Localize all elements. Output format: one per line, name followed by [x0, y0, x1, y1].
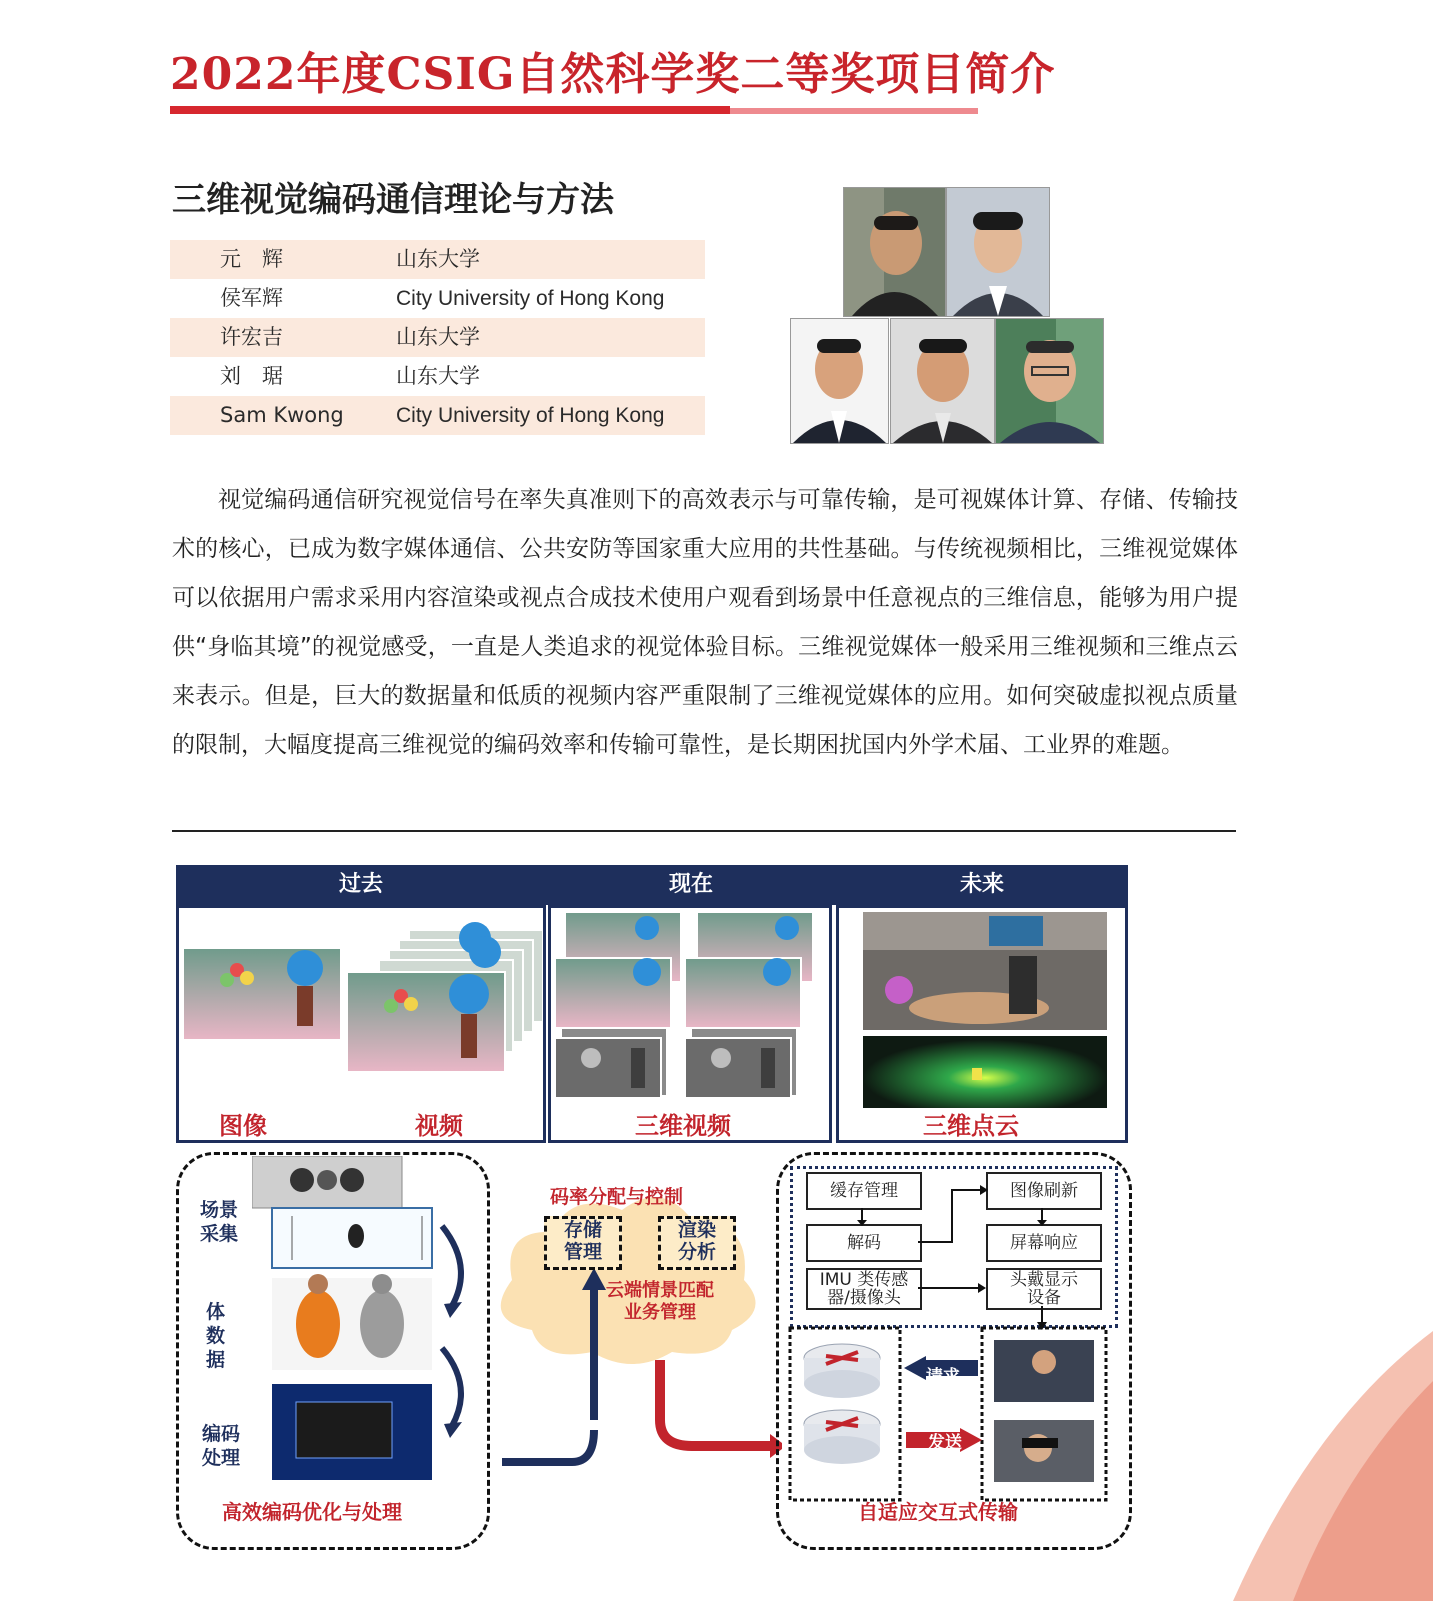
label-3d-pointcloud: 三维点云	[923, 1112, 1019, 1140]
node-image-refresh: 图像刷新	[986, 1172, 1102, 1210]
author-photo	[946, 187, 1050, 317]
cloud-title: 码率分配与控制	[550, 1186, 684, 1208]
project-title: 三维视觉编码通信理论与方法	[172, 180, 614, 220]
step-volumetric-data: 体 数 据	[206, 1301, 226, 1371]
cloud-subtitle: 云端情景匹配 业务管理	[606, 1280, 714, 1323]
author-name: 侯军辉	[220, 286, 283, 310]
author-name: Sam Kwong	[220, 403, 344, 427]
author-photo	[790, 318, 889, 444]
author-affiliation: City University of Hong Kong	[396, 404, 665, 427]
label-send: 发送	[928, 1433, 962, 1453]
author-affiliation: City University of Hong Kong	[396, 287, 665, 310]
figure-3d-coding	[172, 862, 1242, 1562]
page-title: 2022年度CSIG自然科学奖二等奖项目简介	[170, 49, 1056, 100]
author-row	[170, 279, 705, 318]
cloud-shape	[482, 1180, 782, 1480]
scene-image-thumbnails	[179, 908, 543, 1088]
node-decode: 解码	[806, 1224, 922, 1262]
author-affiliation: 山东大学	[396, 248, 480, 271]
label-request: 请求	[926, 1367, 960, 1387]
section-divider	[172, 830, 1236, 832]
title-underline-light	[730, 108, 978, 114]
author-photo	[995, 318, 1104, 444]
author-affiliation: 山东大学	[396, 326, 480, 349]
author-table	[170, 240, 705, 435]
author-affiliation: 山东大学	[396, 365, 480, 388]
panel-header-future: 未来	[836, 865, 1128, 905]
render-analysis-box: 渲染 分析	[658, 1216, 736, 1270]
node-screen-response: 屏幕响应	[986, 1224, 1102, 1262]
label-image: 图像	[219, 1112, 267, 1140]
panel-present	[548, 905, 832, 1143]
caption-efficient-coding: 高效编码优化与处理	[222, 1500, 402, 1524]
transmission-arrows	[776, 1152, 1126, 1512]
node-buffer-management: 缓存管理	[806, 1172, 922, 1210]
storage-management-box: 存储 管理	[544, 1216, 622, 1270]
author-name: 刘 琚	[220, 364, 283, 388]
author-row	[170, 357, 705, 396]
vr-pointcloud-thumbnails	[839, 908, 1125, 1108]
author-row	[170, 396, 705, 435]
panel-header-present: 现在	[546, 865, 836, 905]
multiview-depth-thumbnails	[551, 908, 829, 1098]
coding-pipeline-illustrations	[252, 1156, 482, 1486]
title-underline	[170, 106, 730, 114]
author-photo	[843, 187, 946, 317]
author-name: 许宏吉	[220, 325, 283, 349]
label-video: 视频	[415, 1112, 463, 1140]
node-hmd: 头戴显示 设备	[986, 1268, 1102, 1310]
node-imu-sensor: IMU 类传感 器/摄像头	[806, 1268, 922, 1310]
body-paragraph: 视觉编码通信研究视觉信号在率失真准则下的高效表示与可靠传输，是可视媒体计算、存储、传输技术的核心，已成为数字媒体通信、公共安防等国家重大应用的共性基础。与传统视频相比，三维视觉媒体可以依据用户需求采用内容渲染或视点合成技术使用户观看到场景中任意视点的三维信息，能够为用户提供“身临其境”的视觉感受，一直是人类追求的视觉体验目标。三维视觉媒体一般采用三维视频和三维点云来表示。但是，巨大的数据量和低质的视频内容严重限制了三维视觉媒体的应用。如何突破虚拟视点质量的限制，大幅度提高三维视觉的编码效率和传输可靠性，是长期困扰国内外学术届、工业界的难题。	[172, 487, 1238, 758]
panel-header-past: 过去	[176, 865, 546, 905]
panel-past	[176, 905, 546, 1143]
author-row	[170, 318, 705, 357]
author-name: 元 辉	[220, 247, 283, 271]
caption-adaptive-transmission: 自适应交互式传输	[858, 1500, 1018, 1524]
corner-decoration	[1113, 1271, 1433, 1601]
author-photo	[890, 318, 995, 444]
author-row	[170, 240, 705, 279]
panel-future	[836, 905, 1128, 1143]
step-encoding: 编码 处理	[202, 1423, 241, 1469]
label-3d-video: 三维视频	[635, 1112, 731, 1140]
step-scene-capture: 场景 采集	[200, 1199, 239, 1245]
